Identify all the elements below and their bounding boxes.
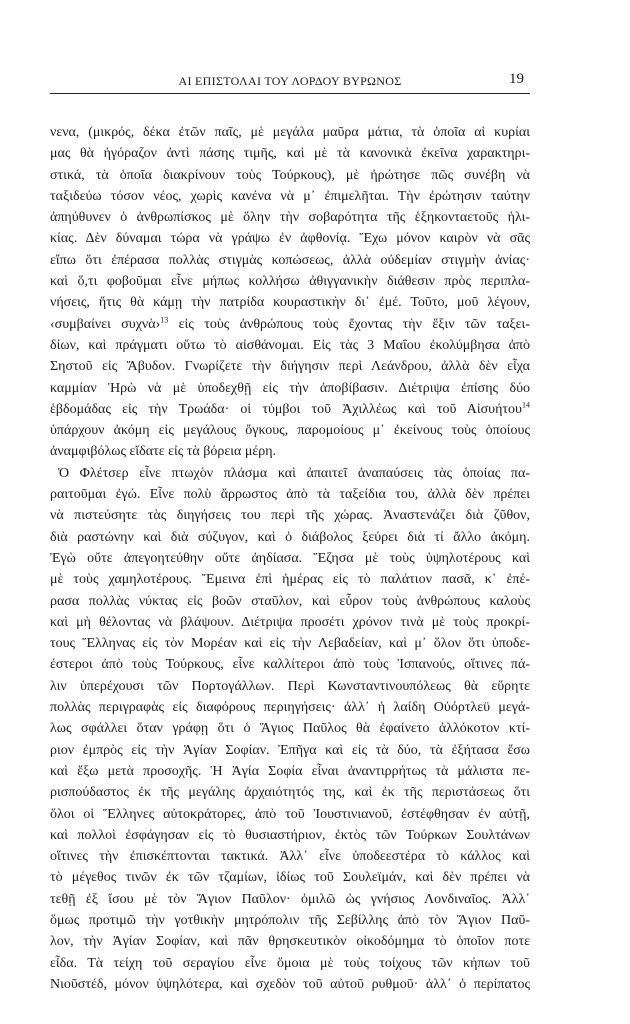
text-line: ὅμως προτιμῶ τὴν γοτθικὴν μητρόπολιν τῆς Σεβίλλης ἀπὸ τὸν Ἅγιον Παῦ- <box>50 912 530 928</box>
text-line: στικά, τὰ ὁποῖα διακρίνουν τοὺς Τούρκους), μὲ ἠρώτησε πῶς συνέβη νὰ <box>50 167 530 183</box>
text-line: λως σφάλλει ὅταν γράφῃ ὅτι ὁ Ἅγιος Παῦλος θὰ ἐφαίνετο ἀλλόκοτον κτί- <box>50 721 530 737</box>
text-line: ἑβδομάδας εἰς τὴν Τρωάδα· οἱ τύμβοι τοῦ Ἀχιλλέως καὶ τοῦ Αἰσυήτου$^{14}$ <box>50 400 530 417</box>
text-line: μὲ τοὺς χαμηλοτέρους. Ἔμεινα ἐπὶ ἡμέρας εἰς τὸ παλάτιον πασᾶ, κ᾽ ἐπέ- <box>50 572 530 588</box>
text-line: ὑπάρχουν ἀκόμη εἰς μεγάλους ὄγκους, παρομοίους μ᾽ ἐκείνους τοὺς ὁποίους <box>50 423 530 439</box>
text-line: Ἐγὼ οὔτε ἀπεγοητεύθην οὔτε ἀηδίασα. Ἔζησα μὲ τοὺς ὑψηλοτέρους καὶ <box>50 550 530 566</box>
text-line: νὰ πιστεύσητε τὰς διηγήσεις του περὶ τῆς χώρας. Ἀναστενάζει διὰ ζῦθον, <box>50 508 530 524</box>
text-line: καὶ ἔξω μετὰ προσοχῆς. Ἡ Ἁγία Σοφία εἶναι ἀναντιρρήτως τὰ μάλιστα πε- <box>50 763 530 779</box>
text-line: καὶ μὴ θέλοντας νὰ βλάψουν. Διέτριψα προσέτι χρόνον τινὰ μὲ τοὺς προκρί- <box>50 614 530 630</box>
page-number: 19 <box>509 71 524 87</box>
text-line: τεθῇ ἐξ ἴσου μὲ τὸν Ἅγιον Παῦλον· ὁμιλῶ ὡς γνήσιος Λονδιναῖος. Ἀλλ᾽ <box>50 891 530 907</box>
text-line: ὅλοι οἱ Ἕλληνες αὐτοκράτορες, ἀπὸ τοῦ Ἰουστινιανοῦ, ἐστέφθησαν ἐν αὐτῇ, <box>50 806 530 822</box>
text-line: ἀπηύθυνεν ὁ ἀνθρωπίσκος μὲ ὅλην τὴν σοβαρότητα τῆς ἑξηκονταετοῦς ἡλι- <box>50 210 530 226</box>
text-line: ραιτοῦμαι ἐγώ. Εἶνε πολὺ ἄρρωστος ἀπὸ τὰ ταξείδια του, ἀλλὰ δὲν πρέπει <box>50 487 530 503</box>
text-line: ἀναμφιβόλως εἴδατε εἰς τὰ βόρεια μέρη. <box>50 444 277 460</box>
footnote-marker: 13 <box>160 315 169 325</box>
text-line: μας θὰ ἠγόραζον ἀντὶ πάσης τιμῆς, καὶ μὲ τὰ κανονικὰ ἐκεῖνα χαρακτηρι- <box>50 146 530 162</box>
text-line: έστεροι ἀπὸ τοὺς Τούρκους, εἶνε καλλίτεροι ἀπὸ τοὺς Ἰσπανούς, οἵτινες πά- <box>50 657 530 673</box>
text-line: τὸ μέγεθος τινῶν ἐκ τῶν τζαμίων, ἰδίως τοῦ Σουλεϊμάν, καὶ δὲν πρέπει νὰ <box>50 870 530 886</box>
text-line: ταξιδεύω τόσον νέος, χωρὶς κανένα νὰ μ᾽ ἐπιμελῆται. Τὴν ἐρώτησιν ταύτην <box>50 188 530 204</box>
page-header <box>50 71 530 94</box>
text-line: λον, τὴν Ἁγίαν Σοφίαν, καὶ πᾶν θρησκευτικὸν οἰκοδόμημα τὸ ὁποῖον ποτε <box>50 934 530 950</box>
text-line: καὶ ὅ,τι φοβοῦμαι εἶνε μήπως κολλήσω ἀθιγγανικὴν διάθεσιν πρὸς περιπλα- <box>50 274 530 290</box>
text-line: Ὁ Φλέτσερ εἶνε πτωχὸν πλάσμα καὶ ἀπαιτεῖ ἀναπαύσεις τὰς ὁποίας πα- <box>58 465 530 481</box>
text-line: τους Ἕλληνας εἰς τὸν Μορέαν καὶ εἰς τὴν Λεβαδείαν, καὶ μ᾽ ὅλον ὅτι ὑποδε- <box>50 636 530 652</box>
text-line: ρισπούδαστος ἐκ τῆς μεγάλης ἀρχαιότητός της, καὶ ἐκ τῆς περιστάσεως ὅτι <box>50 785 530 801</box>
text-line: εἶδα. Τὰ τείχη τοῦ σεραγίου εἶνε ὅμοια μὲ τοὺς τοίχους τῶν κήπων τοῦ <box>50 955 530 971</box>
text-line: νενα, (μικρός, δέκα ἐτῶν παῖς, μὲ μεγάλα μαῦρα μάτια, τὰ ὁποῖα αἱ κυρίαι <box>50 125 530 140</box>
text-line: Νιοῦστέδ, μόνον ὑψηλότερα, καὶ σχεδὸν τοῦ αὐτοῦ ρυθμοῦ· ἀλλ᾽ ὁ περίπατος <box>50 976 530 992</box>
text-line: νήσεις, ἥτις θὰ κάμῃ τὴν πατρίδα κουραστικὴν δι᾽ ἐμέ. Τοῦτο, μοῦ λέγουν, <box>50 295 530 311</box>
text-line: καὶ πολλοὶ ἐσφάγησαν εἰς τὸ θυσιαστήριον, ἐκτὸς τῶν Τούρκων Σουλτάνων <box>50 827 530 843</box>
text-line: καμμίαν Ἡρὼ νὰ μὲ ὑποδεχθῇ εἰς τὴν ἀποβίβασιν. Διέτριψα ἐπίσης δύο <box>50 380 530 396</box>
text-line: οἵτινες τὴν ἐπισκέπτονται τακτικά. Ἀλλ᾽ εἶνε ὑποδεεστέρα τὸ κάλλος καὶ <box>50 849 530 865</box>
text-line: εἴπω ὅτι ἐπέρασα πολλὰς στιγμὰς κοπώσεως, ἀλλὰ οὐδεμίαν στιγμὴν ἀνίας· <box>50 252 530 268</box>
text-line: δίων, καὶ πράγματι οὕτω τὸ αἰσθάνομαι. Εἰς τὰς 3 Μαΐου ἐκολύμβησα ἀπὸ <box>50 337 530 353</box>
text-line: διὰ ραστώνην καὶ διὰ σύζυγον, καὶ ὁ διάβολος ξεύρει διὰ τί ἄλλο ἀκόμη. <box>50 529 530 545</box>
text-line: Σηστοῦ εἰς Ἄβυδον. Γνωρίζετε τὴν διήγησιν περὶ Λεάνδρου, ἀλλὰ δὲν εἶχα <box>50 359 530 375</box>
text-line: λιν ὑπερέχουσι τῶν Πορτογάλλων. Περὶ Κωνσταντινουπόλεως θὰ εὕρητε <box>50 678 530 694</box>
running-title: ΑΙ ΕΠΙΣΤΟΛΑΙ ΤΟΥ ΛΟΡΔΟΥ ΒΥΡΩΝΟΣ <box>178 74 402 88</box>
body-text <box>50 122 530 995</box>
text-line: ρασα πολλὰς νύκτας εἰς βοῶν σταῦλον, καὶ εὗρον τοὺς ἀνθρώπους καλοὺς <box>50 593 530 609</box>
text-line: ‹συμβαίνει συχνὰ›$^{13}$ εἰς τοὺς ἀνθρώπους τοὺς ἔχοντας τὴν ἕξιν τῶν ταξει- <box>50 315 530 332</box>
footnote-marker: 14 <box>522 400 530 410</box>
text-line: κίας. Δὲν δύναμαι τώρα νὰ γράψω ἐν ἀφθονίᾳ. Ἔχω μόνον καιρὸν νὰ σᾶς <box>50 231 530 247</box>
text-line: ριον ἐμπρὸς εἰς τὴν Ἁγίαν Σοφίαν. Ἐπῆγα καὶ εἰς τὰ δύο, τὰ ἐξήτασα ἔσω <box>50 742 530 758</box>
text-line: πολλὰς περιγραφὰς εἰς διαφόρους περιηγήσεις· ἀλλ᾽ ἡ λαίδη Οὐόρτλεϋ μεγά- <box>50 700 530 716</box>
